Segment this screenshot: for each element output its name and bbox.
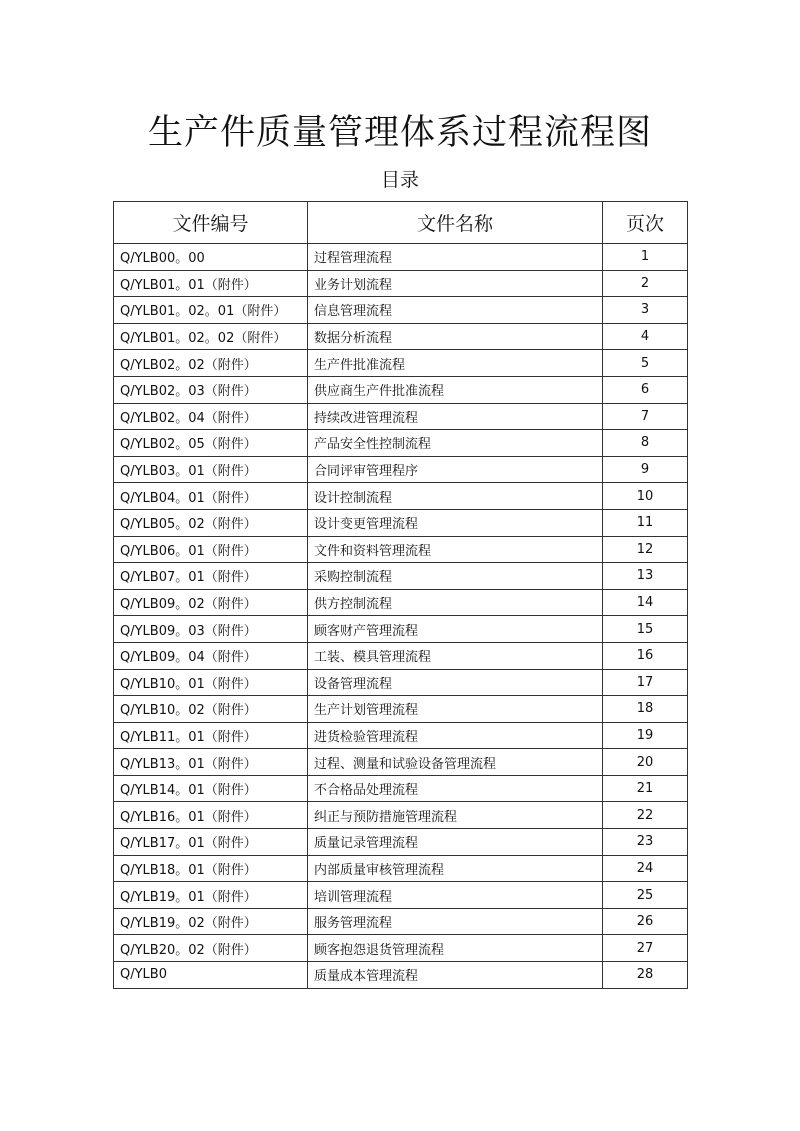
- file-name-cell: 内部质量审核管理流程: [308, 855, 603, 882]
- page-number-cell: 17: [603, 669, 688, 696]
- toc-header-row: [114, 202, 688, 244]
- page-number-cell: 27: [603, 935, 688, 962]
- file-name-cell: 文件和资料管理流程: [308, 536, 603, 563]
- file-name-cell: 设备管理流程: [308, 669, 603, 696]
- file-code-cell: Q/YLB11。01（附件）: [114, 722, 308, 749]
- page-number-cell: 22: [603, 802, 688, 829]
- file-name-cell: 顾客抱怨退货管理流程: [308, 935, 603, 962]
- page-number-cell: 2: [603, 270, 688, 297]
- table-row: [114, 483, 688, 510]
- file-code-cell: Q/YLB09。03（附件）: [114, 616, 308, 643]
- file-name-cell: 设计控制流程: [308, 483, 603, 510]
- file-code-cell: Q/YLB04。01（附件）: [114, 483, 308, 510]
- file-name-cell: 不合格品处理流程: [308, 775, 603, 802]
- file-code-cell: Q/YLB01。02。01（附件）: [114, 297, 308, 324]
- file-code-cell: Q/YLB13。01（附件）: [114, 749, 308, 776]
- page-number-cell: 4: [603, 323, 688, 350]
- file-name-cell: 进货检验管理流程: [308, 722, 603, 749]
- page-number-cell: 7: [603, 403, 688, 430]
- page-number-cell: 9: [603, 456, 688, 483]
- page-number-cell: 20: [603, 749, 688, 776]
- file-name-cell: 质量成本管理流程: [308, 962, 603, 989]
- table-row: [114, 509, 688, 536]
- file-code-cell: Q/YLB09。04（附件）: [114, 642, 308, 669]
- table-row: [114, 908, 688, 935]
- file-code-cell: Q/YLB10。02（附件）: [114, 696, 308, 723]
- file-name-cell: 过程、测量和试验设备管理流程: [308, 749, 603, 776]
- table-row: [114, 642, 688, 669]
- header-file-code: 文件编号: [114, 202, 308, 244]
- file-code-cell: Q/YLB01。02。02（附件）: [114, 323, 308, 350]
- table-row: [114, 456, 688, 483]
- file-code-cell: Q/YLB06。01（附件）: [114, 536, 308, 563]
- file-name-cell: 设计变更管理流程: [308, 509, 603, 536]
- file-code-cell: Q/YLB20。02（附件）: [114, 935, 308, 962]
- file-name-cell: 生产计划管理流程: [308, 696, 603, 723]
- table-row: [114, 962, 688, 989]
- file-code-cell: Q/YLB05。02（附件）: [114, 509, 308, 536]
- file-code-cell: Q/YLB03。01（附件）: [114, 456, 308, 483]
- page-number-cell: 3: [603, 297, 688, 324]
- page-number-cell: 24: [603, 855, 688, 882]
- file-name-cell: 过程管理流程: [308, 244, 603, 271]
- page-number-cell: 21: [603, 775, 688, 802]
- file-name-cell: 合同评审管理程序: [308, 456, 603, 483]
- file-name-cell: 生产件批准流程: [308, 350, 603, 377]
- file-code-cell: Q/YLB02。03（附件）: [114, 376, 308, 403]
- table-row: [114, 616, 688, 643]
- page-number-cell: 13: [603, 563, 688, 590]
- file-code-cell: Q/YLB07。01（附件）: [114, 563, 308, 590]
- file-name-cell: 产品安全性控制流程: [308, 430, 603, 457]
- page-number-cell: 28: [603, 962, 688, 989]
- page-number-cell: 19: [603, 722, 688, 749]
- page-number-cell: 14: [603, 589, 688, 616]
- header-page: 页次: [603, 202, 688, 244]
- file-code-cell: Q/YLB02。05（附件）: [114, 430, 308, 457]
- table-row: [114, 775, 688, 802]
- page-number-cell: 25: [603, 882, 688, 909]
- file-name-cell: 信息管理流程: [308, 297, 603, 324]
- table-row: [114, 297, 688, 324]
- file-code-cell: Q/YLB17。01（附件）: [114, 829, 308, 856]
- file-name-cell: 业务计划流程: [308, 270, 603, 297]
- file-code-cell: Q/YLB18。01（附件）: [114, 855, 308, 882]
- file-code-cell: Q/YLB0: [114, 962, 308, 989]
- file-code-cell: Q/YLB09。02（附件）: [114, 589, 308, 616]
- file-code-cell: Q/YLB14。01（附件）: [114, 775, 308, 802]
- file-code-cell: Q/YLB02。04（附件）: [114, 403, 308, 430]
- file-name-cell: 服务管理流程: [308, 908, 603, 935]
- table-row: [114, 722, 688, 749]
- table-row: [114, 669, 688, 696]
- page-number-cell: 5: [603, 350, 688, 377]
- file-name-cell: 纠正与预防措施管理流程: [308, 802, 603, 829]
- table-row: [114, 696, 688, 723]
- table-row: [114, 350, 688, 377]
- table-row: [114, 270, 688, 297]
- table-row: [114, 376, 688, 403]
- table-row: [114, 403, 688, 430]
- table-row: [114, 589, 688, 616]
- file-code-cell: Q/YLB00。00: [114, 244, 308, 271]
- page-number-cell: 6: [603, 376, 688, 403]
- toc-heading: 目录: [380, 169, 419, 191]
- page-number-cell: 1: [603, 244, 688, 271]
- file-code-cell: Q/YLB02。02（附件）: [114, 350, 308, 377]
- file-name-cell: 数据分析流程: [308, 323, 603, 350]
- file-name-cell: 工装、模具管理流程: [308, 642, 603, 669]
- table-row: [114, 882, 688, 909]
- toc-body: [114, 244, 688, 989]
- file-code-cell: Q/YLB01。01（附件）: [114, 270, 308, 297]
- table-row: [114, 935, 688, 962]
- table-row: [114, 563, 688, 590]
- table-row: [114, 855, 688, 882]
- file-name-cell: 采购控制流程: [308, 563, 603, 590]
- page-number-cell: 23: [603, 829, 688, 856]
- toc-table: [113, 201, 688, 989]
- file-name-cell: 供应商生产件批准流程: [308, 376, 603, 403]
- page-number-cell: 16: [603, 642, 688, 669]
- file-name-cell: 供方控制流程: [308, 589, 603, 616]
- file-name-cell: 质量记录管理流程: [308, 829, 603, 856]
- file-code-cell: Q/YLB16。01（附件）: [114, 802, 308, 829]
- page-number-cell: 12: [603, 536, 688, 563]
- header-file-name: 文件名称: [308, 202, 603, 244]
- table-row: [114, 802, 688, 829]
- file-name-cell: 顾客财产管理流程: [308, 616, 603, 643]
- file-code-cell: Q/YLB19。01（附件）: [114, 882, 308, 909]
- file-code-cell: Q/YLB10。01（附件）: [114, 669, 308, 696]
- page-number-cell: 8: [603, 430, 688, 457]
- page-number-cell: 15: [603, 616, 688, 643]
- table-row: [114, 749, 688, 776]
- page-number-cell: 10: [603, 483, 688, 510]
- page-number-cell: 26: [603, 908, 688, 935]
- table-row: [114, 323, 688, 350]
- table-row: [114, 536, 688, 563]
- file-name-cell: 培训管理流程: [308, 882, 603, 909]
- page-number-cell: 11: [603, 509, 688, 536]
- document-title: 生产件质量管理体系过程流程图: [147, 113, 652, 153]
- page-number-cell: 18: [603, 696, 688, 723]
- table-row: [114, 244, 688, 271]
- file-code-cell: Q/YLB19。02（附件）: [114, 908, 308, 935]
- table-row: [114, 829, 688, 856]
- file-name-cell: 持续改进管理流程: [308, 403, 603, 430]
- table-row: [114, 430, 688, 457]
